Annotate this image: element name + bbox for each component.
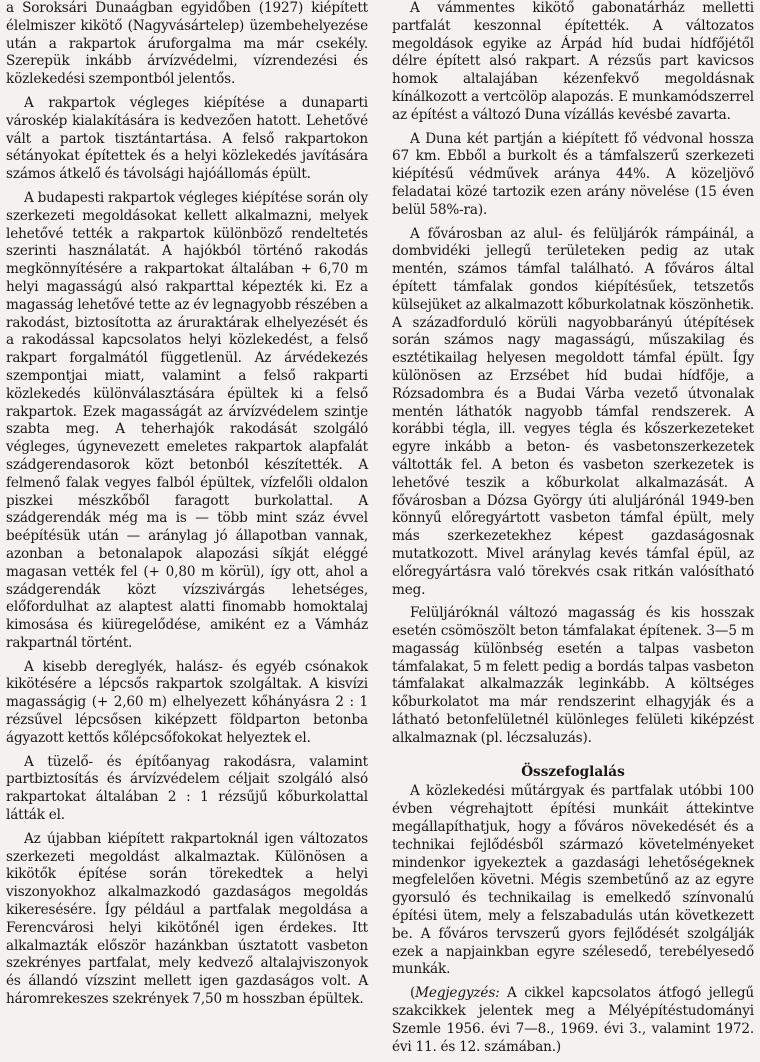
section-title: Összefoglalás	[521, 763, 625, 780]
paragraph: A fővárosban az alul- és felüljárók rámpáinál, a dombvidéki jellegű területeken pedig az utak mentén, számos támfal található. A főváros által épített támfalak gondos kiépítésűek, tetszetős külsejüket az alkalmazott kőburkolatnak köszönhetik. A századforduló körüli nagyobbarányú útépítések során számos nagy magasságú, műszakilag és esztétikailag helyesen megoldott támfal épült. Így különösen az Erzsébet híd budai hídfője, a Rózsadombra és a Budai Várba vezető útvonalak mentén láthatók nagyobb támfal rendszerek. A korábbi tégla, ill. vegyes tégla és kőszerkezeteket egyre inkább a beton- és vasbetonszerkezetek váltották fel. A beton és vasbeton szerkezetek is lehetővé teszik a kőburkolat alkalmazását. A fővárosban a Dózsa György úti aluljárónál 1949-ben könnyű előregyártott vasbeton támfal épült, mely más szerkezetekhez képest gazdaságosnak mutatkozott. Mivel aránylag kevés támfal épül, az előregyártásra való törekvés csak ritkán valósítható meg.	[392, 225, 754, 598]
paragraph: A vámmentes kikötő gabonatárház melletti partfalát keszonnal építették. A változatos megoldások egyike az Árpád híd budai hídfőjétől délre épített alsó rakpart. A rézsűs part kavicsos homok altalajában kézenfekvő megoldásnak kínálkozott a vertcölöp alapozás. E munkamódszerrel az építést a változó Duna vízállás kevésbé zavarta.	[392, 0, 754, 123]
paragraph: Felüljáróknál változó magasság és kis hosszak esetén csömöszölt beton támfalakat építenek. 3—5 m magasság különbség esetén a talpas vasbeton támfalakat, 5 m felett pedig a bordás talpas vasbeton támfalakat alkalmazzák leginkább. A költséges kőburkolatot ma már rendszerint elhagyják és a látható betonfelületnél különleges felületi kiképzést alkalmaznak (pl. léczsaluzás).	[392, 605, 754, 746]
note-label: Megjegyzés:	[415, 985, 500, 1002]
footnote	[392, 985, 754, 1056]
paragraph: A közlekedési műtárgyak és partfalak utóbbi 100 évben végrehajtott építési munkáit áttekintve megállapíthatjuk, hogy a főváros növekedését és a technikai fejlődésből származó követelményeket mindenkor igyekeztek a gazdasági lehetőségeknek megfelelően követni. Mégis szembetűnő az az egyre gyorsuló és technikailag is emelkedő színvonalú építési ütem, mely a felszabadulás után következett be. A főváros tervszerű gyors fejlődését szolgálják ezek a napjainkban egyre szélesedő, terebélyesedő munkák.	[392, 783, 754, 978]
paragraph: A rakpartok végleges kiépítése a dunaparti városkép kialakítására is kedvezően hatott. Lehetővé vált a partok tisztántartása. A felső rakpartokon sétányokat építettek és a helyi közlekedés javítására számos átkelő és távolsági hajóállomás épült.	[6, 94, 368, 183]
paragraph: Az újabban kiépített rakpartoknál igen változatos szerkezeti megoldást alkalmaztak. Különösen a kikötők építése során törekedtek a helyi viszonyokhoz alkalmazkodó gazdaságos megoldás kikeresésére. Így például a partfalak megoldása a Ferencvárosi helyi kikötőnél igen érdekes. Itt alkalmazták először hazánkban úsztatott vasbeton szekrényes partfalat, mely kedvező altalajviszonyok és állandó vízszint mellett igen gazdaságos volt. A háromrekeszes szekrények 7,50 m hosszban épültek.	[6, 830, 368, 1008]
note-text: A cikkel kapcsolatos átfogó jellegű szakcikkek jelentek meg a Mélyépítéstudományi Szemle 1956. évi 7—8., 1969. évi 3., valamint 1972. évi 11. és 12. számában.)	[392, 985, 754, 1055]
paragraph: A Duna két partján a kiépített fő védvonal hossza 67 km. Ebből a burkolt és a támfalszerű szerkezeti kiépítésű védművek aránya 44%. A közeljövő feladatai közé tartozik ezen arány növelése (15 éven belül 58%-ra).	[392, 130, 754, 218]
note-open-paren: (	[410, 985, 416, 1002]
paragraph: A kisebb dereglyék, halász- és egyéb csónakok kikötésére a lépcsős rakpartok szolgáltak. A kisvízi magasságig (+ 2,60 m) elhelyezett kőhányásra 2 : 1 rézsűvel lépcsősen kiképzett földparton betonba ágyazott kettős kőlépcsőfokokat helyeztek el.	[6, 658, 368, 746]
paragraph: a Soroksári Dunaágban egyidőben (1927) kiépített élelmiszer kikötő (Nagyvásártelep) üzembehelyezése után a rakpartok áruforgalma ma már csekély. Szerepük inkább árvízvédelmi, vízrendezési és közlekedési szempontból jelentős.	[6, 0, 368, 88]
right-column	[392, 0, 754, 1062]
left-column	[6, 0, 368, 1015]
paragraph: A budapesti rakpartok végleges kiépítése során oly szerkezeti megoldásokat kellett alkalmazni, melyek lehetővé tették a rakpartok különböző rendeltetés szerinti használatát. A hajókból történő rakodás megkönnyítésére a rakpartokat általában + 6,70 m helyi magasságú alsó rakparttal képezték ki. Ez a magasság lehetővé tette az év legnagyobb részében a rakodást, biztosította az áruraktárak elhelyezését és a rakodással kapcsolatos helyi közlekedést, a felső rakpart forgalmától függetlenül. Az árvédekezés szempontjai miatt, valamint a felső rakparti közlekedés különválasztására épültek ki a felső rakpartok. Ezek magasságát az árvízvédelem szintje szabta meg. A teherhajók rakodását szolgáló végleges, úgynevezett emeletes rakpartok alapfalát szádgerendasorok közt betonból készítették. A felmenő falak vegyes falból épültek, vízfelőli oldalon piszkei mészkőből faragott burkolattal. A szádgerendák még ma is — több mint száz évvel beépítésük után — aránylag jó állapotban vannak, azonban a betonalapok alapozási síkját eléggé magasan vették fel (+ 0,80 m körül), így ott, ahol a szádgerendák közt vízszivárgás lehetséges, előfordulhat az alaptest alatti finomabb homoktalaj kimosása és kiüregelődése, amiként ez a Vámház rakpartnál történt.	[6, 189, 368, 651]
paragraph: A tüzelő- és építőanyag rakodásra, valamint partbiztosítás és árvízvédelem céljait szolgáló alsó rakpartokat általában 2 : 1 rézsűjű kőburkolattal látták el.	[6, 753, 368, 824]
